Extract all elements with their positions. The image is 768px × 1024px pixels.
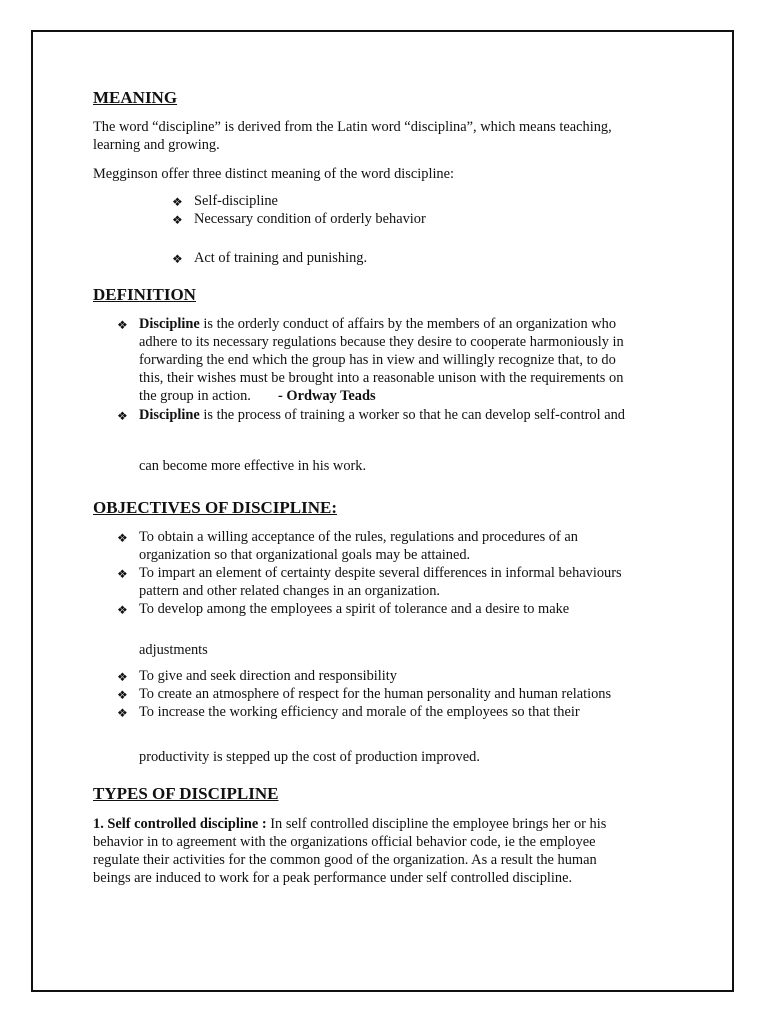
bullet-icon: ❖	[117, 409, 128, 423]
bullet-icon: ❖	[117, 706, 128, 720]
definition-2-text: is the process of training a worker so that he can develop self-control and	[203, 407, 625, 423]
meaning-item-2: Necessary condition of orderly behavior	[194, 211, 426, 227]
definition-1-line-3: forwarding the end which the group has in view and willingly recognize that, to do	[139, 352, 616, 368]
definition-1-line-5: the group in action.	[139, 388, 251, 404]
objective-2-line-2: pattern and other related changes in an organization.	[139, 583, 441, 599]
types-1-line-4: beings are induced to work for a peak performance under self controlled discipline.	[93, 870, 573, 886]
meaning-text-line-2: learning and growing.	[93, 137, 220, 153]
bullet-icon: ❖	[172, 195, 183, 209]
definition-1-text: is the orderly conduct of affairs by the members of an organization who	[203, 316, 617, 332]
definition-2-line-1	[139, 406, 625, 424]
objectives-heading: OBJECTIVES OF DISCIPLINE:	[93, 498, 338, 517]
types-1-text: In self controlled discipline the employee brings her or his	[270, 816, 607, 832]
bullet-icon: ❖	[117, 688, 128, 702]
bullet-icon: ❖	[172, 213, 183, 227]
objective-1-line-1: To obtain a willing acceptance of the rules, regulations and procedures of an	[139, 529, 578, 545]
definition-2-line-2: can become more effective in his work.	[139, 458, 367, 474]
bullet-icon: ❖	[117, 603, 128, 617]
objective-3-line-2: adjustments	[139, 642, 208, 658]
objective-5: To create an atmosphere of respect for the human personality and human relations	[139, 686, 612, 702]
meaning-intro: Megginson offer three distinct meaning of the word discipline:	[93, 166, 455, 182]
meaning-item-3: Act of training and punishing.	[194, 250, 368, 266]
objective-1-line-2: organization so that organizational goals may be attained.	[139, 547, 471, 563]
definition-1-term: Discipline	[139, 316, 200, 332]
bullet-icon: ❖	[117, 567, 128, 581]
definition-heading: DEFINITION	[93, 285, 196, 304]
meaning-heading: MEANING	[93, 88, 178, 107]
objective-6-line-1: To increase the working efficiency and morale of the employees so that their	[139, 704, 580, 720]
types-1-line-3: regulate their activities for the common good of the organization. As a result the human	[93, 852, 597, 868]
bullet-icon: ❖	[117, 670, 128, 684]
types-1-line-2: behavior in to agreement with the organizations official behavior code, ie the employee	[93, 834, 596, 850]
definition-1-attribution: - Ordway Teads	[278, 388, 376, 404]
meaning-text-line-1: The word “discipline” is derived from the Latin word “disciplina”, which means teaching,	[93, 119, 612, 135]
definition-2-term: Discipline	[139, 407, 200, 423]
objective-2-line-1: To impart an element of certainty despite several differences in informal behaviours	[139, 565, 622, 581]
bullet-icon: ❖	[117, 531, 128, 545]
meaning-item-1: Self-discipline	[194, 193, 278, 209]
definition-1-line-1	[139, 315, 616, 333]
types-1-line-1	[93, 815, 606, 833]
objective-3-line-1: To develop among the employees a spirit of tolerance and a desire to make	[139, 601, 570, 617]
definition-1-line-2: adhere to its necessary regulations because they desire to cooperate harmoniously in	[139, 334, 624, 350]
bullet-icon: ❖	[172, 252, 183, 266]
types-heading: TYPES OF DISCIPLINE	[93, 784, 279, 803]
objective-4: To give and seek direction and responsibility	[139, 668, 397, 684]
types-1-label: 1. Self controlled discipline :	[93, 816, 267, 832]
definition-1-line-4: this, their wishes must be brought into a reasonable unison with the requirements on	[139, 370, 624, 386]
objective-6-line-2: productivity is stepped up the cost of production improved.	[139, 749, 480, 765]
bullet-icon: ❖	[117, 318, 128, 332]
